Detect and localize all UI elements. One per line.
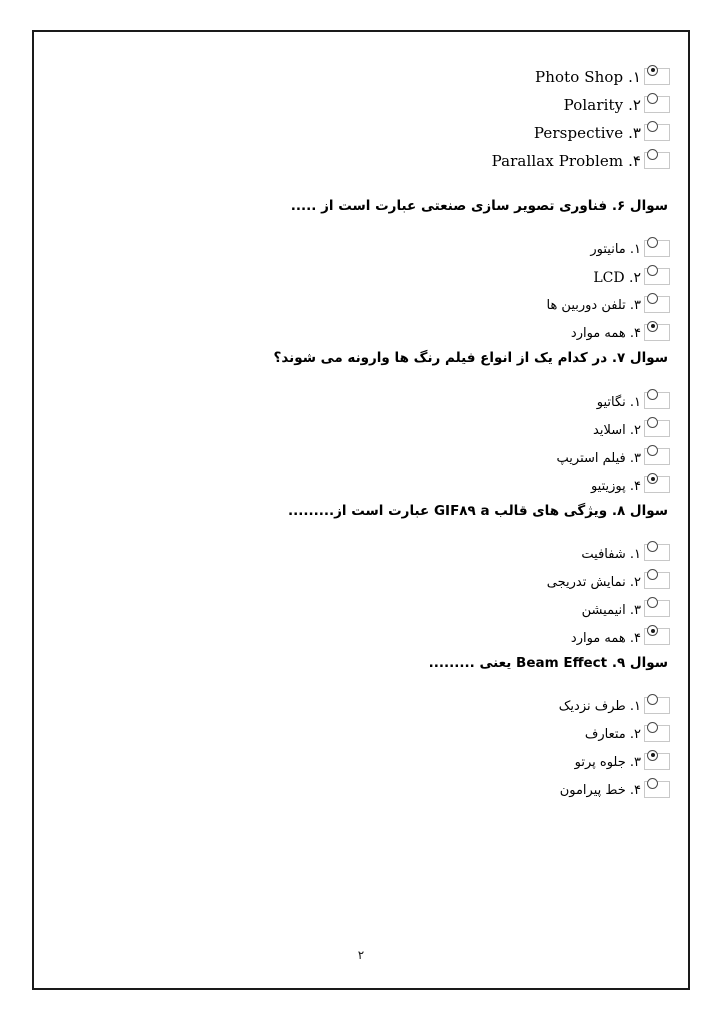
radio-input-box[interactable] [644, 781, 670, 798]
radio-button-icon[interactable] [647, 445, 658, 456]
option-row[interactable] [52, 595, 670, 623]
radio-button-icon[interactable] [647, 265, 658, 276]
option-label: Parallax Problem .۴ [491, 152, 641, 170]
option-label: Polarity .۲ [563, 96, 641, 114]
question-text-q6: سوال ۶. فناوری تصویر سازی صنعتی عبارت است از ..... [290, 198, 668, 214]
option-label: ۲. متعارف [584, 727, 641, 742]
option-row[interactable] [52, 118, 670, 146]
option-label: ۳. فیلم استریپ [556, 450, 641, 466]
radio-button-checked-icon[interactable] [647, 65, 658, 76]
radio-input-box[interactable] [644, 268, 670, 285]
option-group-q8 [52, 539, 670, 651]
radio-button-icon[interactable] [647, 694, 658, 705]
question-text-q7: سوال ۷. در کدام یک از انواع فیلم رنگ ها وارونه می شوند؟ [273, 350, 668, 367]
option-label: ۲. نمایش تدریجی [546, 574, 641, 590]
radio-button-icon[interactable] [647, 597, 658, 608]
radio-button-icon[interactable] [647, 121, 658, 132]
exam-page-sheet [32, 30, 690, 990]
option-label: LCD .۲ [593, 269, 641, 286]
option-label: ۱. نگاتیو [596, 394, 641, 410]
question-block-q8 [52, 501, 670, 651]
option-row[interactable] [52, 567, 670, 595]
option-row[interactable] [52, 290, 670, 318]
option-row[interactable] [52, 262, 670, 290]
option-label: ۴. پوزیتیو [590, 478, 641, 494]
radio-button-icon[interactable] [647, 389, 658, 400]
option-label: ۱. شفافیت [581, 546, 641, 562]
option-group-q9 [52, 691, 670, 803]
option-label: ۱. طرف نزدیک [558, 699, 641, 714]
option-label: ۳. تلفن دوربین ها [546, 298, 641, 314]
radio-button-icon[interactable] [647, 541, 658, 552]
option-row[interactable] [52, 415, 670, 443]
radio-input-box[interactable] [644, 628, 670, 645]
option-row[interactable] [52, 623, 670, 651]
radio-button-icon[interactable] [647, 722, 658, 733]
radio-input-box[interactable] [644, 240, 670, 257]
radio-input-box[interactable] [644, 572, 670, 589]
radio-button-icon[interactable] [647, 237, 658, 248]
option-group-carryover [52, 62, 670, 174]
radio-input-box[interactable] [644, 448, 670, 465]
option-row[interactable] [52, 691, 670, 719]
question-text-q8: سوال ۸. ویژگی های قالب GIF۸۹ a عبارت است از......... [287, 502, 668, 519]
option-row[interactable] [52, 539, 670, 567]
radio-input-box[interactable] [644, 697, 670, 714]
radio-input-box[interactable] [644, 420, 670, 437]
option-group-q7 [52, 387, 670, 499]
radio-button-icon[interactable] [647, 93, 658, 104]
spacer [52, 174, 670, 194]
option-row[interactable] [52, 146, 670, 174]
radio-input-box[interactable] [644, 152, 670, 169]
questions-root [52, 196, 670, 803]
radio-input-box[interactable] [644, 124, 670, 141]
option-row[interactable] [52, 234, 670, 262]
radio-button-checked-icon[interactable] [647, 473, 658, 484]
option-row[interactable] [52, 471, 670, 499]
option-label: ۴. همه موارد [570, 630, 641, 646]
question-block-q6 [52, 196, 670, 346]
radio-button-checked-icon[interactable] [647, 750, 658, 761]
option-row[interactable] [52, 90, 670, 118]
option-row[interactable] [52, 719, 670, 747]
option-label: ۴. خط پیرامون [559, 783, 641, 798]
option-row[interactable] [52, 775, 670, 803]
radio-input-box[interactable] [644, 96, 670, 113]
option-label: ۳. انیمیشن [581, 602, 641, 618]
radio-input-box[interactable] [644, 725, 670, 742]
radio-button-icon[interactable] [647, 293, 658, 304]
option-label: ۴. همه موارد [570, 326, 641, 342]
radio-button-checked-icon[interactable] [647, 321, 658, 332]
option-row[interactable] [52, 747, 670, 775]
option-label: Perspective .۳ [533, 124, 641, 142]
option-row[interactable] [52, 62, 670, 90]
radio-input-box[interactable] [644, 324, 670, 341]
radio-button-icon[interactable] [647, 569, 658, 580]
option-label: Photo Shop .۱ [535, 68, 641, 86]
option-row[interactable] [52, 318, 670, 346]
option-group-q6 [52, 234, 670, 346]
radio-input-box[interactable] [644, 476, 670, 493]
radio-button-icon[interactable] [647, 149, 658, 160]
radio-input-box[interactable] [644, 296, 670, 313]
exam-page-content [34, 32, 688, 988]
page-number: ۲ [357, 948, 365, 962]
radio-button-checked-icon[interactable] [647, 625, 658, 636]
option-row[interactable] [52, 387, 670, 415]
radio-input-box[interactable] [644, 68, 670, 85]
option-label: ۳. جلوه پرتو [574, 755, 641, 770]
question-block-q7 [52, 348, 670, 498]
radio-input-box[interactable] [644, 753, 670, 770]
radio-input-box[interactable] [644, 392, 670, 409]
radio-input-box[interactable] [644, 600, 670, 617]
question-block-q9 [52, 653, 670, 803]
radio-button-icon[interactable] [647, 778, 658, 789]
radio-button-icon[interactable] [647, 417, 658, 428]
option-label: ۱. مانیتور [590, 242, 641, 258]
option-row[interactable] [52, 443, 670, 471]
radio-input-box[interactable] [644, 544, 670, 561]
option-label: ۲. اسلاید [593, 422, 641, 438]
question-text-q9: سوال ۹. Beam Effect یعنی ......... [428, 654, 668, 671]
